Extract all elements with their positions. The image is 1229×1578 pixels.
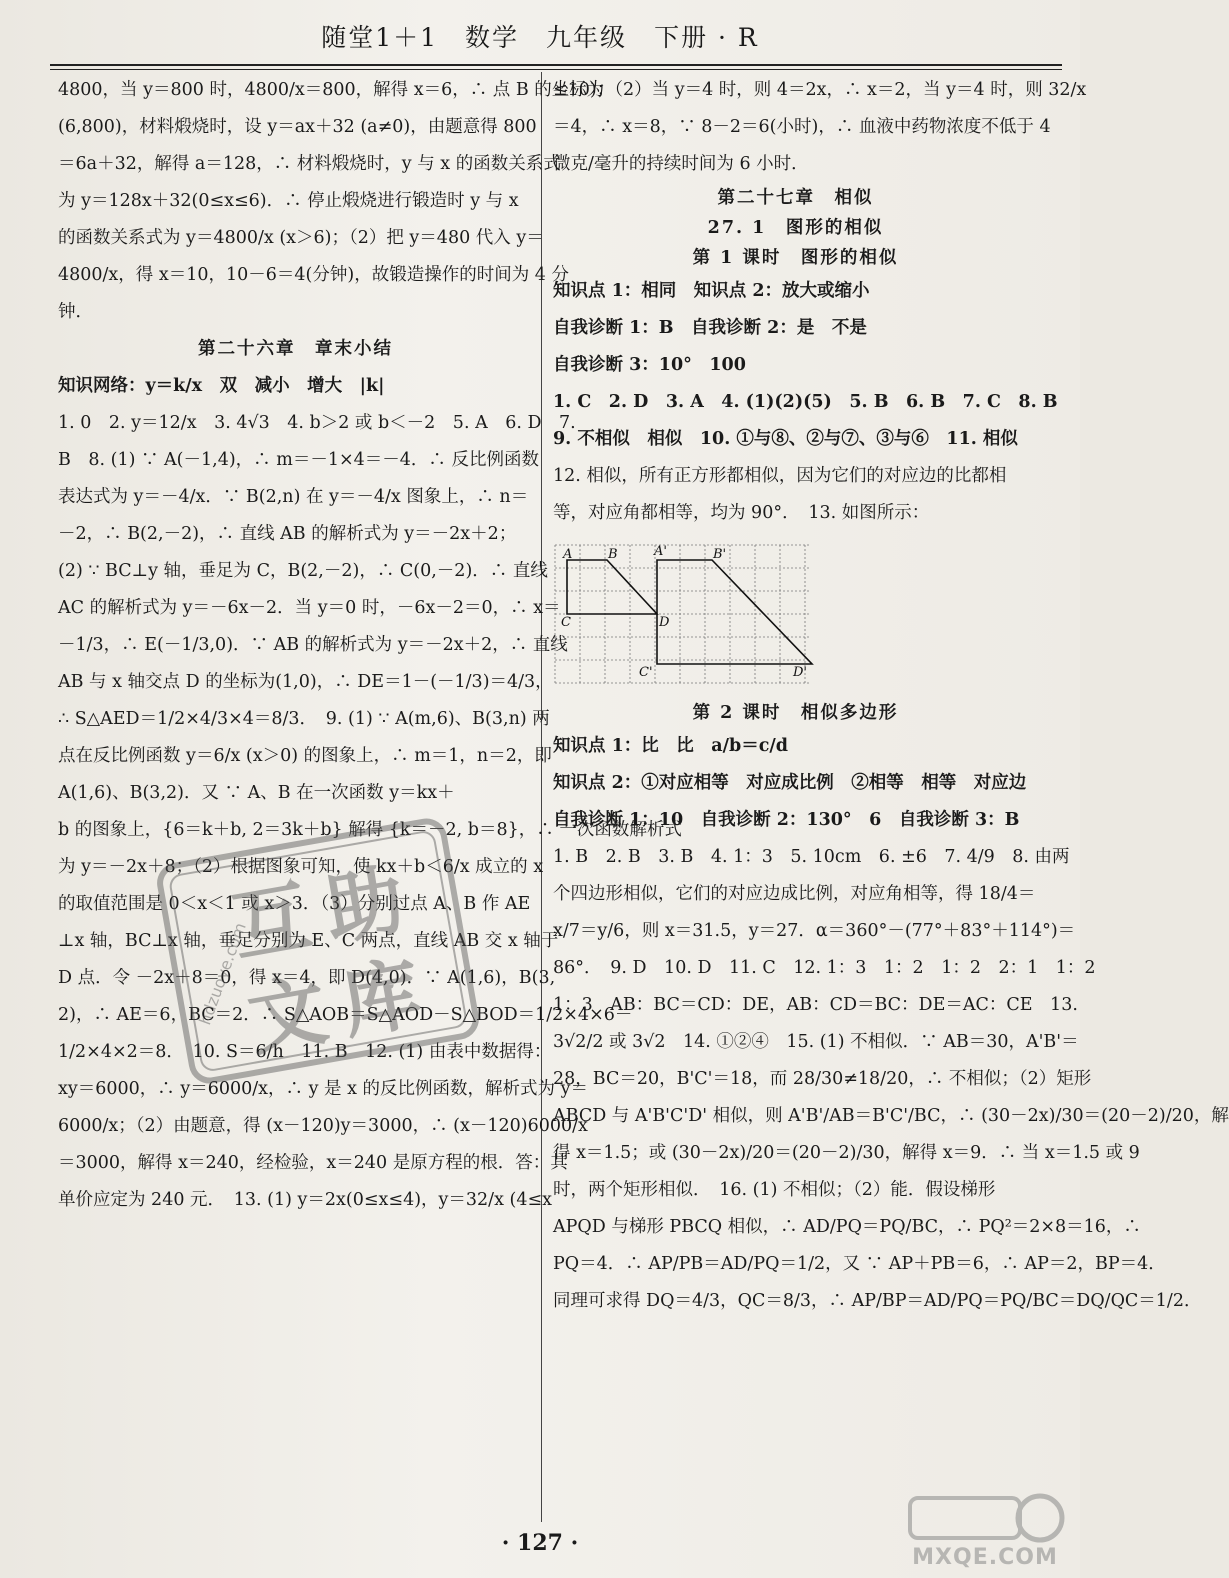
text-line: xy＝6000，∴ y＝6000/x，∴ y 是 x 的反比例函数，解析式为 y＝: [58, 1079, 588, 1099]
text-line: (2) ∵ BC⊥y 轴，垂足为 C，B(2,－2)，∴ C(0,－2)．∴ 直线: [58, 561, 548, 581]
text-line: 1. B 2. B 3. B 4. 1：3 5. 10cm 6. ±6 7. 4/9 8. 由两: [553, 847, 1070, 867]
label-a: A: [563, 547, 573, 562]
section-heading: 第二十六章 章末小结: [198, 339, 393, 359]
text-line: ≤10)；（2）当 y＝4 时，则 4＝2x，∴ x＝2，当 y＝4 时，则 32/x: [553, 80, 1087, 100]
label-b: B: [608, 547, 618, 562]
column-divider: [541, 72, 542, 1522]
text-line: 为 y＝－2x＋8；（2）根据图象可知，使 kx＋b＜6/x 成立的 x: [58, 857, 544, 877]
page-number: · 127 ·: [501, 1530, 579, 1556]
text-line: 自我诊断 1：B 自我诊断 2：是 不是: [553, 318, 867, 338]
text-line: 点在反比例函数 y＝6/x (x＞0) 的图象上，∴ m＝1，n＝2，即: [58, 746, 552, 766]
grid-figure: [553, 540, 813, 690]
section-heading: 27. 1 图形的相似: [707, 218, 884, 238]
text-line: 的函数关系式为 y＝4800/x (x＞6)；（2）把 y＝480 代入 y＝: [58, 228, 544, 248]
text-line: D 点．令 －2x＋8＝0，得 x＝4，即 D(4,0)．∵ A(1,6)，B(3,: [58, 968, 556, 988]
text-line: 自我诊断 1：10 自我诊断 2：130° 6 自我诊断 3：B: [553, 810, 1020, 830]
text-line: 1. C 2. D 3. A 4. (1)(2)(5) 5. B 6. B 7. C 8. B: [553, 392, 1058, 412]
text-line: 12. 相似，所有正方形都相似，因为它们的对应边的比都相: [553, 466, 1007, 486]
text-line: AB 与 x 轴交点 D 的坐标为(1,0)，∴ DE＝1－(－1/3)＝4/3，: [58, 672, 553, 692]
text-line: 4800/x，得 x＝10，10－6＝4(分钟)，故锻造操作的时间为 4 分: [58, 265, 569, 285]
label-d: D: [659, 615, 670, 630]
text-line: 86°． 9. D 10. D 11. C 12. 1：3 1：2 1：2 2：1 1：2: [553, 958, 1096, 978]
text-line: 钟．: [58, 302, 93, 322]
text-line: PQ＝4．∴ AP/PB＝AD/PQ＝1/2，又 ∵ AP＋PB＝6，∴ AP＝2，BP＝4．: [553, 1254, 1166, 1274]
text-line: 得 x＝1.5；或 (30－2x)/20＝(20－2)/30，解得 x＝9．∴ 当 x＝1.5 或 9: [553, 1143, 1140, 1163]
text-line: 知识点 1：相同 知识点 2：放大或缩小: [553, 281, 870, 301]
text-line: 3√2/2 或 3√2 14. ①②④ 15. (1) 不相似．∵ AB＝30，A'B'＝: [553, 1032, 1079, 1052]
text-line: 1：3 AB：BC＝CD：DE，AB：CD＝BC：DE＝AC：CE 13.: [553, 995, 1078, 1015]
text-line: ⊥x 轴，BC⊥x 轴，垂足分别为 E、C 两点，直线 AB 交 x 轴于: [58, 931, 559, 951]
shape-a1b1c1d1: [657, 560, 812, 664]
text-line: ∴ S△AED＝1/2×4/3×4＝8/3． 9. (1) ∵ A(m,6)、B(3,n) 两: [58, 709, 550, 729]
stamp-char: 互: [225, 871, 318, 974]
text-line: －1/3，∴ E(－1/3,0)．∵ AB 的解析式为 y＝－2x＋2，∴ 直线: [58, 635, 568, 655]
label-c: C: [561, 615, 571, 630]
header-rule: [50, 64, 1062, 70]
site-watermark: [900, 1490, 1070, 1570]
text-line: ＝6a＋32，解得 a＝128，∴ 材料煅烧时，y 与 x 的函数关系式: [58, 154, 561, 174]
text-line: 单价应定为 240 元． 13. (1) y＝2x(0≤x≤4)，y＝32/x (4≤x: [58, 1190, 553, 1210]
text-line: 1/2×4×2＝8． 10. S＝6/h 11. B 12. (1) 由表中数据得：: [58, 1042, 552, 1062]
text-line: x/7＝y/6，则 x＝31.5，y＝27．α＝360°－(77°＋83°＋114°)＝: [553, 921, 1076, 941]
text-line: 的取值范围是 0＜x＜1 或 x＞3．（3）分别过点 A、B 作 AE: [58, 894, 531, 914]
text-line: APQD 与梯形 PBCQ 相似，∴ AD/PQ＝PQ/BC，∴ PQ²＝2×8＝16，∴: [553, 1217, 1141, 1237]
text-line: (6,800)，材料煅烧时，设 y＝ax＋32 (a≠0)，由题意得 800: [58, 117, 537, 137]
text-line: 同理可求得 DQ＝4/3，QC＝8/3，∴ AP/BP＝AD/PQ＝PQ/BC＝DQ/QC＝1/2．: [553, 1291, 1202, 1311]
stamp-url: hdzuoye.com: [195, 920, 250, 1028]
text-line: 知识网络：y＝k/x 双 减小 增大 |k|: [58, 376, 385, 396]
text-line: 等，对应角都相等，均为 90°． 13. 如图所示：: [553, 503, 930, 523]
text-line: 表达式为 y＝－4/x．∵ B(2,n) 在 y＝－4/x 图象上，∴ n＝: [58, 487, 529, 507]
label-c-prime: C': [639, 665, 653, 680]
text-line: 为 y＝128x＋32(0≤x≤6)．∴ 停止煅烧进行锻造时 y 与 x: [58, 191, 519, 211]
text-line: －2，∴ B(2,－2)，∴ 直线 AB 的解析式为 y＝－2x＋2；: [58, 524, 517, 544]
page-header: 随堂1＋1 数学 九年级 下册 · R: [321, 23, 759, 52]
right-column: [553, 72, 1229, 1320]
text-line: B 8. (1) ∵ A(－1,4)，∴ m＝－1×4＝－4．∴ 反比例函数: [58, 450, 539, 470]
watermark-text: MXQE.COM: [912, 1545, 1058, 1570]
text-line: 微克/毫升的持续时间为 6 小时．: [553, 154, 809, 174]
text-line: 知识点 1：比 比 a/b＝c/d: [553, 736, 789, 756]
text-line: 知识点 2：①对应相等 对应成比例 ②相等 相等 对应边: [553, 773, 1027, 793]
label-a-prime: A': [654, 544, 667, 559]
text-line: A(1,6)、B(3,2)．又 ∵ A、B 在一次函数 y＝kx＋: [58, 783, 455, 803]
label-d-prime: D': [793, 665, 807, 680]
stamp-char: 文: [241, 965, 335, 1068]
grid-figure-svg: [553, 540, 813, 690]
text-line: 6000/x；（2）由题意，得 (x－120)y＝3000，∴ (x－120)6000/x: [58, 1116, 588, 1136]
lesson-heading: 第 2 课时 相似多边形: [692, 703, 899, 723]
text-line: 自我诊断 3：10° 100: [553, 355, 746, 375]
text-line: 4800，当 y＝800 时，4800/x＝800，解得 x＝6，∴ 点 B 的坐标为: [58, 80, 605, 100]
text-line: AC 的解析式为 y＝－6x－2．当 y＝0 时，－6x－2＝0，∴ x＝: [58, 598, 561, 618]
text-line: 时，两个矩形相似． 16. (1) 不相似；（2）能．假设梯形: [553, 1180, 996, 1200]
text-line: 9. 不相似 相似 10. ①与⑧、②与⑦、③与⑥ 11. 相似: [553, 429, 1018, 449]
text-line: 28，BC＝20，B'C'＝18，而 28/30≠18/20，∴ 不相似；（2）矩形: [553, 1069, 1092, 1089]
stamp-char: 助: [318, 855, 412, 958]
stamp-char: 库: [335, 948, 428, 1051]
text-line: ＝4，∴ x＝8，∵ 8－2＝6(小时)，∴ 血液中药物浓度不低于 4: [553, 117, 1051, 137]
text-line: b 的图象上，{6＝k＋b, 2＝3k＋b} 解得 {k＝－2, b＝8}，∴ 一次函数解析式: [58, 820, 682, 840]
text-line: ＝3000，解得 x＝240，经检验，x＝240 是原方程的根．答：其: [58, 1153, 568, 1173]
text-line: 2)，∴ AE＝6，BC＝2．∴ S△AOB＝S△AOD－S△BOD＝1/2×4×6－: [58, 1005, 633, 1025]
chapter-heading: 第二十七章 相似: [717, 188, 874, 208]
lesson-heading: 第 1 课时 图形的相似: [692, 248, 899, 268]
text-line: ABCD 与 A'B'C'D' 相似，则 A'B'/AB＝B'C'/BC，∴ (30－2x)/30＝(20－2)/20，解: [553, 1106, 1229, 1126]
text-line: 1. 0 2. y＝12/x 3. 4√3 4. b＞2 或 b＜－2 5. A 6. D 7.: [58, 413, 576, 433]
label-b-prime: B': [713, 547, 727, 562]
text-line: 个四边形相似，它们的对应边成比例，对应角相等，得 18/4＝: [553, 884, 1036, 904]
